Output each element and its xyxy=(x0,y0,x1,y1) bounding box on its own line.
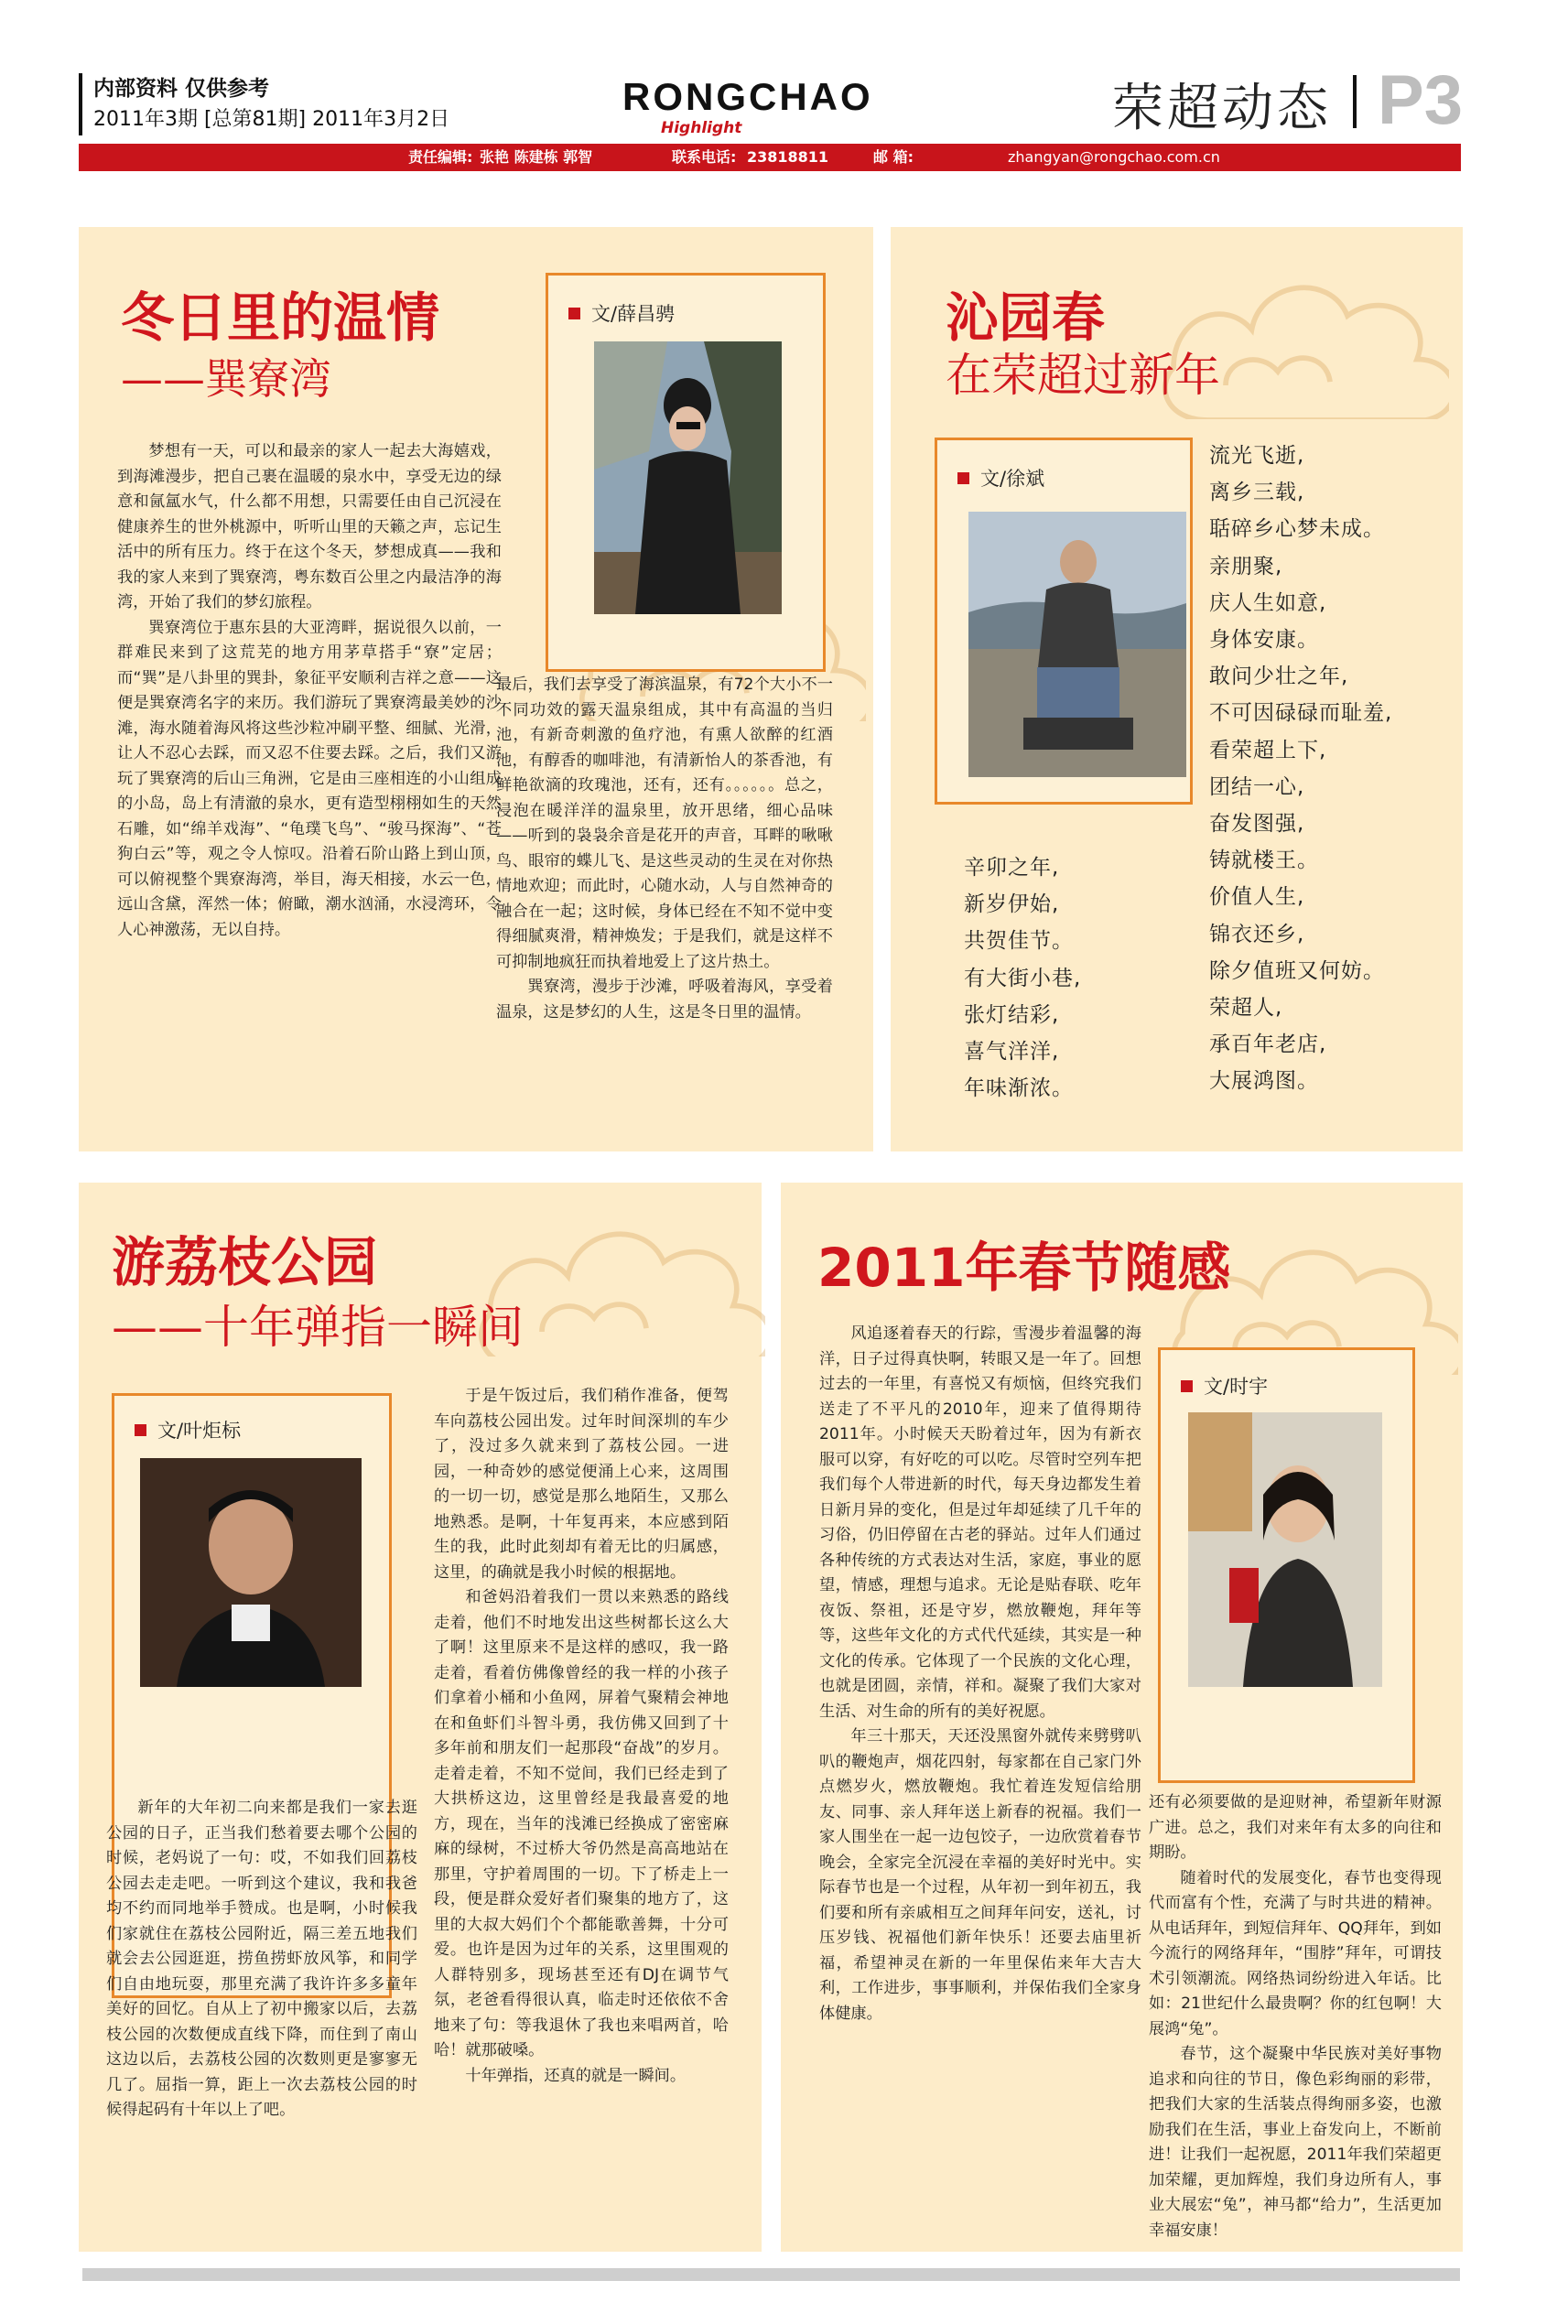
paragraph: 最后，我们去享受了海滨温泉，有72个大小不一不同功效的露天温泉组成，其中有高温的当归池，有新奇刺激的鱼疗池，有熏人欲醉的红酒池，有醇香的咖啡池，有清新怡人的茶香池，有鲜艳欲滴的玫瑰池，还有，还有。。。。。。总之，浸泡在暖洋洋的温泉里，放开思绪，细心品味——听到的袅袅余音是花开的声音，耳畔的啾啾鸟、眼帘的蝶儿飞、是这些灵动的生灵在对你热情地欢迎；而此时，心随水动，人与自然神奇的融合在一起；这时候，身体已经在不知不觉中变得细腻爽滑，精神焕发；于是我们，就是这样不可抑制地疯狂而执着地爱上了这片热土。 xyxy=(496,676,833,971)
article1-col1 xyxy=(117,439,502,943)
poem-line: 承百年老店, xyxy=(1209,1032,1327,1057)
logo-subtitle: Highlight xyxy=(661,119,742,137)
article4-col1 xyxy=(819,1322,1141,2027)
poem-line: 不可因碌碌而耻羞, xyxy=(1209,701,1393,726)
article2-title: 沁园春 xyxy=(946,286,1106,349)
paragraph: 风追逐着春天的行踪，雪漫步着温馨的海洋，日子过得真快啊，转眼又是一年了。回想过去的一年里，有喜悦又有烦恼，但终究我们送走了不平凡的2010年，迎来了值得期待2011年。小时候天天盼着过年，因为有新衣服可以穿，有好吃的可以吃。尽管时空列车把我们每个人带进新的时代，每天身边都发生着日新月异的变化，但是过年却延续了几千年的习俗，仍旧停留在古老的驿站。过年人们通过各种传统的方式表达对生活，家庭，事业的愿望，情感，理想与追求。无论是贴春联、吃年夜饭、祭祖，还是守岁，燃放鞭炮，拜年等等，这些年文化的方式代代延续，其实是一种文化的传承。它体现了一个民族的文化心理，也就是团圆，亲情，祥和。凝聚了我们大家对生活、对生命的所有的美好祝愿。 xyxy=(819,1324,1141,1721)
author-photo xyxy=(594,341,782,614)
internal-notice: 内部资料 仅供参考 xyxy=(93,77,270,101)
poem-line: 身体安康。 xyxy=(1209,628,1319,653)
phone-number: 23818811 xyxy=(747,148,829,166)
article2-author: 文/徐斌 xyxy=(957,464,1044,492)
article3-col1 xyxy=(106,1796,417,2124)
article1-photo-frame xyxy=(546,273,826,672)
paragraph: 和爸妈沿着我们一贯以来熟悉的路线走着，他们不时地发出这些树都长这么大了啊！这里原来不是这样的感叹，我一路走着，看着仿佛像曾经的我一样的小孩子们拿着小桶和小鱼网，屏着气聚精会神地在和鱼虾们斗智斗勇，我仿佛又回到了十多年前和朋友们一起那段“奋战”的岁月。走着走着，不知不觉间，我们已经走到了大拱桥这边，这里曾经是我最喜爱的地方，现在，当年的浅滩已经换成了密密麻麻的绿树，不过桥大爷仍然是高高地站在那里，守护着周围的一切。下了桥走上一段，便是群众爱好者们聚集的地方了，这里的大叔大妈们个个都能歌善舞，十分可爱。也许是因为过年的关系，这里围观的人群特别多，现场甚至还有DJ在调节气氛，老爸看得很认真，临走时还依依不舍地来了句：等我退休了我也来唱两首，哈哈！就那破嗓。 xyxy=(434,1588,729,2059)
poem-line: 张灯结彩, xyxy=(964,1002,1060,1027)
poem-line: 团结一心, xyxy=(1209,774,1305,799)
poem-line: 看荣超上下, xyxy=(1209,738,1327,762)
poem-line: 离乡三载, xyxy=(1209,481,1305,505)
paragraph: 春节，这个凝聚中华民族对美好事物追求和向往的节日，像色彩绚丽的彩带，把我们大家的生活装点得绚丽多姿，也激励我们在生活，事业上奋发向上，不断前进！让我们一起祝愿，2011年我们荣超更加荣耀，更加辉煌，我们身边所有人，事业大展宏“兔”，神马都“给力”，生活更加幸福安康！ xyxy=(1149,2045,1442,2240)
page-number: P3 xyxy=(1378,61,1463,139)
article3-subtitle: ——十年弹指一瞬间 xyxy=(112,1301,524,1354)
title-separator xyxy=(1353,75,1357,128)
email-label: 邮 箱: xyxy=(873,148,914,166)
article4-photo-frame xyxy=(1158,1347,1415,1783)
article1-title: 冬日里的温情 xyxy=(121,286,440,349)
poem-line: 除夕值班又何妨。 xyxy=(1209,958,1385,983)
phone-label: 联系电话: xyxy=(672,148,737,166)
email-address: zhangyan@rongchao.com.cn xyxy=(1008,148,1220,166)
paragraph: 巽寮湾，漫步于沙滩，呼吸着海风，享受着温泉，这是梦幻的人生，这是冬日里的温情。 xyxy=(496,978,833,1021)
author-photo xyxy=(1188,1412,1382,1687)
article2-photo-frame xyxy=(935,438,1193,805)
paragraph: 还有必须要做的是迎财神，希望新年财源广进。总之，我们对来年有太多的向往和期盼。 xyxy=(1149,1793,1442,1862)
article3-title: 游荔枝公园 xyxy=(112,1231,378,1293)
article4-author: 文/时宇 xyxy=(1181,1372,1268,1400)
article1-col2 xyxy=(496,673,833,1025)
poem-line: 奋发图强, xyxy=(1209,812,1305,837)
poem-line: 敢问少壮之年, xyxy=(1209,665,1349,689)
article3-author: 文/叶炬标 xyxy=(135,1416,241,1443)
article4-panel xyxy=(781,1183,1463,2252)
poem-line: 共贺佳节。 xyxy=(964,929,1074,954)
article3-panel xyxy=(79,1183,762,2252)
editors-names: 张艳 陈建栋 郭智 xyxy=(480,148,593,166)
poem-line: 庆人生如意, xyxy=(1209,590,1327,615)
article2-subtitle: 在荣超过新年 xyxy=(946,349,1220,402)
poem-left xyxy=(964,849,1081,1107)
author-photo xyxy=(140,1458,362,1687)
poem-line: 喜气洋洋, xyxy=(964,1040,1060,1065)
poem-line: 有大街小巷, xyxy=(964,966,1082,990)
paragraph: 于是午饭过后，我们稍作准备，便驾车向荔枝公园出发。过年时间深圳的车少了，没过多久就来到了荔枝公园。一进园，一种奇妙的感觉便涌上心来，这周围的一切一切，感觉是那么地陌生，又那么地熟悉。是啊，十年复再来，本应感到陌生的我，此时此刻却有着无比的归属感，这里，的确就是我小时候的根据地。 xyxy=(434,1387,729,1582)
paragraph: 巽寮湾位于惠东县的大亚湾畔，据说很久以前，一群难民来到了这荒芜的地方用茅草搭手“寮”定居；而“巽”是八卦里的巽卦，象征平安顺利吉祥之意——这便是巽寮湾名字的来历。我们游玩了巽寮湾最美妙的沙滩，海水随着海风将这些沙粒冲刷平整、细腻、光滑，让人不忍心去踩，而又忍不住要去踩。之后，我们又游玩了巽寮湾的后山三角洲，它是由三座相连的小山组成的小岛，岛上有清澈的泉水，更有造型栩栩如生的天然石雕，如“绵羊戏海”、“龟璞飞鸟”、“骏马探海”、“苍狗白云”等，观之令人惊叹。沿着石阶山路上到山顶，可以俯视整个巽寮海湾，举目，海天相接，水云一色，远山含黛，浑然一体；俯瞰，潮水汹涌，水浸湾环，令人心神激荡，无以自持。 xyxy=(117,618,502,939)
poem-line: 价值人生, xyxy=(1209,885,1305,910)
masthead-bar xyxy=(79,144,1461,171)
article4-title: 2011年春节随感 xyxy=(817,1237,1231,1299)
editors-label: 责任编辑: xyxy=(408,148,473,166)
poem-right xyxy=(1209,438,1392,1100)
poem-line: 流光飞逝, xyxy=(1209,444,1305,468)
paragraph: 年三十那天，天还没黑窗外就传来劈劈叭叭的鞭炮声，烟花四射，每家都在自己家门外点燃岁火，燃放鞭炮。我忙着连发短信给朋友、同事、亲人拜年送上新春的祝福。我们一家人围坐在一起一边包饺子，一边欣赏着春节晚会，全家完全沉浸在幸福的美好时光中。实际春节也是一个过程，从年初一到年初五，我们要和所有亲戚相互之间拜年问安，送礼，讨压岁钱、祝福他们新年快乐！还要去庙里祈福，希望神灵在新的一年里保佑来年大吉大利，工作进步，事事顺利，并保佑我们全家身体健康。 xyxy=(819,1727,1141,2023)
poem-line: 铸就楼王。 xyxy=(1209,849,1319,873)
paragraph: 梦想有一天，可以和最亲的家人一起去大海嬉戏，到海滩漫步，把自己裹在温暖的泉水中，享受无边的绿意和氤氲水气，什么都不用想，只需要任由自己沉浸在健康养生的世外桃源中，听听山里的天籁之声，忘记生活中的所有压力。终于在这个冬天，梦想成真——我和我的家人来到了巽寮湾，粤东数百公里之内最洁净的海湾，开始了我们的梦幻旅程。 xyxy=(117,442,502,611)
paragraph: 十年弹指，还真的就是一瞬间。 xyxy=(465,2066,687,2085)
poem-line: 新岁伊始, xyxy=(964,892,1060,917)
article1-panel xyxy=(79,227,873,1151)
header-left xyxy=(79,73,449,135)
article4-col2 xyxy=(1149,1790,1442,2243)
article2-panel xyxy=(891,227,1463,1151)
poem-line: 聒碎乡心梦未成。 xyxy=(1209,517,1385,542)
footer-bar xyxy=(82,2268,1460,2281)
rongchao-logo: RONGCHAO xyxy=(622,75,873,118)
article1-subtitle: ——巽寮湾 xyxy=(121,354,331,404)
issue-info: 2011年3期 [总第81期] 2011年3月2日 xyxy=(93,108,450,131)
paragraph: 随着时代的发展变化，春节也变得现代而富有个性，充满了与时共进的精神。从电话拜年，到短信拜年、QQ拜年，到如今流行的网络拜年，“围脖”拜年，可谓技术引领潮流。网络热词纷纷进入年话。比如：21世纪什么最贵啊？你的红包啊！大展鸿“兔”。 xyxy=(1149,1868,1442,2038)
paragraph: 新年的大年初二向来都是我们一家去逛公园的日子，正当我们愁着要去哪个公园的时候，老妈说了一句：哎，不如我们回荔枝公园去走走吧。一听到这个建议，我和我爸均不约而同地举手赞成。也是啊，小时候我们家就住在荔枝公园附近，隔三差五地我们就会去公园逛逛，捞鱼捞虾放风筝，和同学们自由地玩耍，那里充满了我许许多多童年美好的回忆。自从上了初中搬家以后，去荔枝公园的次数便成直线下降，而住到了南山这边以后，去荔枝公园的次数则更是寥寥无几了。屈指一算，距上一次去荔枝公园的时候得起码有十年以上了吧。 xyxy=(106,1799,417,2119)
poem-line: 年味渐浓。 xyxy=(964,1076,1074,1101)
author-photo xyxy=(968,512,1186,777)
poem-line: 锦衣还乡, xyxy=(1209,922,1305,946)
article1-author: 文/薛昌骋 xyxy=(568,299,675,327)
poem-line: 亲朋聚, xyxy=(1209,554,1283,578)
article3-col2 xyxy=(434,1384,729,2089)
poem-line: 大展鸿图。 xyxy=(1209,1069,1319,1094)
poem-line: 荣超人, xyxy=(1209,996,1283,1021)
section-title: 荣超动态 xyxy=(1112,79,1332,138)
poem-line: 辛卯之年, xyxy=(964,856,1060,880)
